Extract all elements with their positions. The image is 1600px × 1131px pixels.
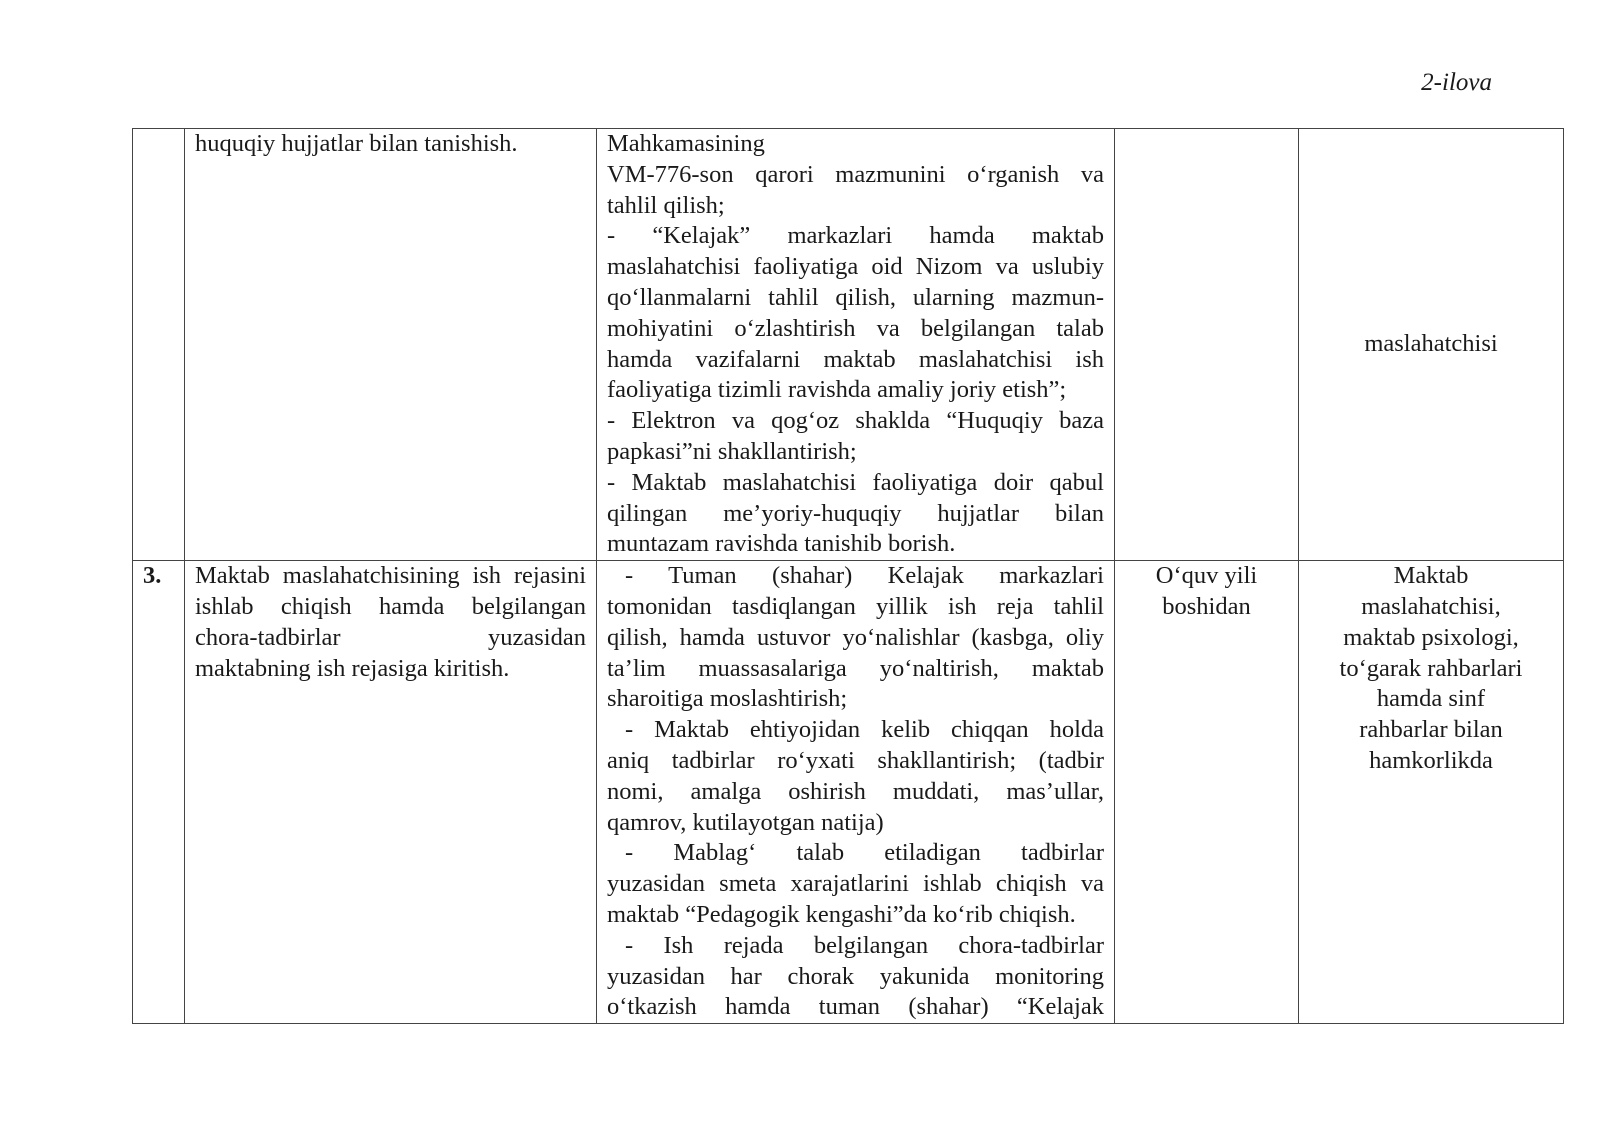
description-line: tahlil qilish; xyxy=(607,191,725,219)
description-line: yuzasidan smeta xarajatlarini ishlab chiqish va xyxy=(607,870,1104,898)
description-line: maktab “Pedagogik kengashi”da ko‘rib chiqish. xyxy=(607,900,1076,928)
responsible-line: rahbarlar bilan xyxy=(1359,716,1503,744)
description-line: - Tuman (shahar) Kelajak markazlari xyxy=(625,562,1104,590)
table-row xyxy=(133,129,1564,561)
plan-table xyxy=(132,128,1564,1024)
description-line: Mahkamasining xyxy=(607,130,765,157)
row-number-cell: 3. xyxy=(133,561,185,1024)
responsible-line: hamda sinf xyxy=(1376,685,1486,713)
description-line: sharoitiga moslashtirish; xyxy=(607,685,848,713)
description-line: faoliyatiga tizimli ravishda amaliy joriy etish”; xyxy=(607,376,1067,404)
description-line: o‘tkazish hamda tuman (shahar) “Kelajak xyxy=(607,993,1104,1021)
responsible-line: maslahatchisi, xyxy=(1361,592,1501,620)
description-line: aniq tadbirlar ro‘yxati shakllantirish; (tadbir xyxy=(607,746,1104,774)
description-line: yuzasidan har chorak yakunida monitoring xyxy=(607,962,1104,990)
task-line: ishlab chiqish hamda belgilangan xyxy=(195,592,586,620)
table-row xyxy=(133,561,1564,1024)
description-line: - Ish rejada belgilangan chora-tadbirlar xyxy=(625,931,1104,959)
description-line: qilish, hamda ustuvor yo‘nalishlar (kasbga, oliy xyxy=(607,623,1104,651)
description-line: qilingan me’yoriy-huquqiy hujjatlar bilan xyxy=(607,499,1104,527)
task-line: chora-tadbirlar yuzasidan xyxy=(195,623,586,651)
responsible-cell xyxy=(1299,129,1564,561)
description-line: - Maktab maslahatchisi faoliyatiga doir qabul xyxy=(607,468,1104,496)
task-line: maktabning ish rejasiga kiritish. xyxy=(195,654,510,682)
description-line: tomonidan tasdiqlangan yillik ish reja tahlil xyxy=(607,592,1104,620)
task-line: huquqiy hujjatlar bilan tanishish. xyxy=(195,130,518,157)
deadline-line: O‘quv yili xyxy=(1155,562,1258,590)
description-cell xyxy=(597,129,1115,561)
task-line: Maktab maslahatchisining ish rejasini xyxy=(195,562,586,590)
responsible-line: to‘garak rahbarlari xyxy=(1339,654,1523,682)
description-line: - Mablag‘ talab etiladigan tadbirlar xyxy=(625,839,1104,867)
task-cell xyxy=(185,129,597,561)
description-line: nomi, amalga oshirish muddati, mas’ullar, xyxy=(607,777,1104,805)
task-cell xyxy=(185,561,597,1024)
description-line: qo‘llanmalarni tahlil qilish, ularning mazmun- xyxy=(607,283,1104,311)
description-line: - “Kelajak” markazlari hamda maktab xyxy=(607,222,1104,250)
deadline-cell xyxy=(1115,561,1299,1024)
description-line: mohiyatini o‘zlashtirish va belgilangan talab xyxy=(607,314,1104,342)
description-line: - Maktab ehtiyojidan kelib chiqqan holda xyxy=(625,716,1104,744)
description-line: VM-776-son qarori mazmunini o‘rganish va xyxy=(607,160,1104,188)
description-line: maslahatchisi faoliyatiga oid Nizom va uslubiy xyxy=(607,253,1104,281)
description-line: - Elektron va qog‘oz shaklda “Huquqiy baza xyxy=(607,407,1104,435)
responsible-line: Maktab xyxy=(1393,562,1469,590)
description-line: muntazam ravishda tanishib borish. xyxy=(607,530,956,558)
row-number-cell xyxy=(133,129,185,561)
responsible-line: maslahatchisi xyxy=(1364,330,1498,358)
deadline-cell xyxy=(1115,129,1299,561)
description-line: ta’lim muassasalariga yo‘naltirish, maktab xyxy=(607,654,1104,682)
appendix-label: 2-ilova xyxy=(1421,69,1492,96)
deadline-line: boshidan xyxy=(1162,592,1251,620)
responsible-line: hamkorlikda xyxy=(1369,746,1493,774)
responsible-cell xyxy=(1299,561,1564,1024)
responsible-line: maktab psixologi, xyxy=(1343,623,1519,651)
description-cell xyxy=(597,561,1115,1024)
description-line: papkasi”ni shakllantirish; xyxy=(607,437,857,465)
description-line: qamrov, kutilayotgan natija) xyxy=(607,808,884,836)
description-line: hamda vazifalarni maktab maslahatchisi ish xyxy=(607,345,1104,373)
